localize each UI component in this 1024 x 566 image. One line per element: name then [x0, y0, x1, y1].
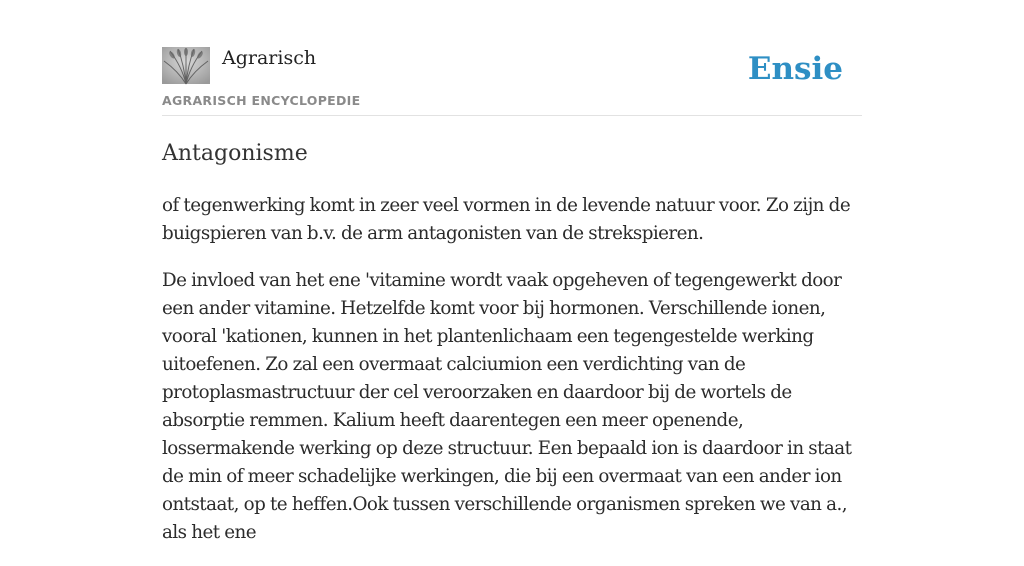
dictionary-subtitle: AGRARISCH ENCYCLOPEDIE [162, 93, 361, 108]
article-body [162, 192, 862, 566]
dictionary-header [162, 0, 862, 116]
dictionary-logo-icon[interactable] [162, 47, 210, 84]
page [162, 0, 862, 543]
article-paragraph: of tegenwerking komt in zeer veel vormen in de levende natuur voor. Zo zijn de buigspieren van b.v. de arm antagonisten van de strekspieren. [162, 195, 851, 244]
ensie-brand-logo[interactable]: Ensie [747, 51, 843, 87]
dictionary-name-link[interactable]: Agrarisch [222, 47, 317, 69]
article-title: Antagonisme [162, 141, 308, 166]
wheat-logo-graphic [162, 47, 210, 84]
article-paragraph: De invloed van het ene 'vitamine wordt vaak opgeheven of tegengewerkt door een ander vitamine. Hetzelfde komt voor bij hormonen. Verschillende ionen, vooral 'kationen, kunnen in het plantenlichaam een tegengestelde werking uitoefenen. Zo zal een overmaat calciumion een verdichting van de protoplasmastructuur der cel veroorzaken en daardoor bij de wortels de absorptie remmen. Kalium heeft daarentegen een meer openende, lossermakende werking op deze structuur. Een bepaald ion is daardoor in staat de min of meer schadelijke werkingen, die bij een overmaat van een ander ion ontstaat, op te heffen.Ook tussen verschillende organismen spreken we van a., als het ene [162, 270, 852, 543]
